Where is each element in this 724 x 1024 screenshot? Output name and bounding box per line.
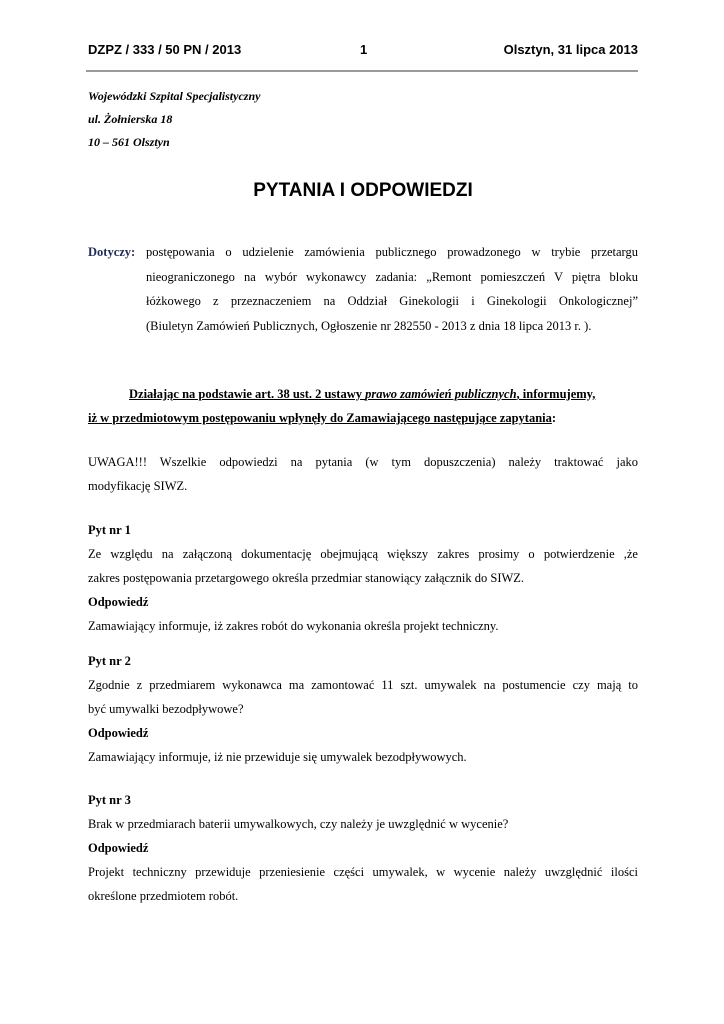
question-heading: Pyt nr 3 (88, 793, 131, 807)
intro-part-3: , informujemy, (516, 387, 596, 401)
sender-address (88, 85, 260, 154)
intro-paragraph (88, 382, 638, 430)
answer-label: Odpowiedź (88, 726, 149, 740)
intro-line-2 (88, 406, 638, 430)
question-line: być umywalki bezodpływowe? (88, 702, 244, 716)
answer-line: Projekt techniczny przewiduje przeniesienie części umywalek, w wycenie należy uwzględnić ilości (88, 865, 638, 879)
question-line: zakres postępowania przetargowego określa przedmiar stanowiący załącznik do SIWZ. (88, 571, 525, 585)
question-heading: Pyt nr 1 (88, 523, 131, 537)
answer-line: Zamawiający informuje, iż nie przewiduje się umywalek bezodpływowych. (88, 750, 467, 764)
dotyczy-label: Dotyczy: (88, 245, 136, 259)
dotyczy-line-4: (Biuletyn Zamówień Publicznych, Ogłoszenie nr 282550 - 2013 z dnia 18 lipca 2013 r. ). (146, 318, 592, 333)
answer-label: Odpowiedź (88, 595, 149, 609)
dotyczy-text (140, 240, 638, 338)
document-title: PYTANIA I ODPOWIEDZI (253, 180, 473, 201)
dotyczy-line-1: postępowania o udzielenie zamówienia publicznego prowadzonego w trybie przetargu (146, 245, 638, 259)
answer-line: określone przedmiotem robót. (88, 889, 239, 903)
answer-label: Odpowiedź (88, 841, 149, 855)
dotyczy-line-2: nieograniczonego na wybór wykonawcy zadania: „Remont pomieszczeń V piętra bloku (146, 269, 638, 284)
question-heading: Pyt nr 2 (88, 654, 131, 668)
uwaga-line-2: modyfikację SIWZ. (88, 479, 188, 493)
place-date: Olsztyn, 31 lipca 2013 (503, 42, 638, 57)
question-block-1 (88, 518, 638, 638)
question-line: Brak w przedmiarach baterii umywalkowych, czy należy je uwzględnić w wycenie? (88, 817, 509, 831)
intro-law-name: prawo zamówień publicznych (365, 387, 517, 401)
address-line-2: ul. Żołnierska 18 (88, 112, 173, 126)
intro-line-1 (88, 382, 638, 406)
reference-number: DZPZ / 333 / 50 PN / 2013 (88, 42, 242, 57)
address-line-3: 10 – 561 Olsztyn (88, 135, 170, 149)
question-line: Zgodnie z przedmiarem wykonawca ma zamontować 11 szt. umywalek na postumencie czy mają to (88, 678, 638, 692)
header-divider (86, 70, 638, 72)
address-line-1: Wojewódzki Szpital Specjalistyczny (88, 89, 261, 103)
intro-line-2-end: : (551, 411, 557, 425)
uwaga-line-1: UWAGA!!! Wszelkie odpowiedzi na pytania (w tym dopuszczenia) należy traktować jako (88, 455, 638, 469)
question-line: Ze względu na załączoną dokumentację obejmującą większy zakres prosimy o potwierdzenie ,że (88, 547, 638, 561)
intro-line-2-text: iż w przedmiotowym postępowaniu wpłynęły do Zamawiającego następujące zapytania (88, 411, 552, 425)
page-number: 1 (360, 42, 368, 57)
intro-part-1: Działając na podstawie art. 38 ust. 2 ustawy (129, 387, 366, 401)
question-block-3 (88, 788, 638, 908)
dotyczy-line-3: łóżkowego z przeznaczeniem na Oddział Ginekologii i Ginekologii Onkologicznej” (146, 294, 638, 308)
answer-line: Zamawiający informuje, iż zakres robót do wykonania określa projekt techniczny. (88, 619, 499, 633)
uwaga-notice (88, 450, 638, 498)
question-block-2 (88, 649, 638, 769)
